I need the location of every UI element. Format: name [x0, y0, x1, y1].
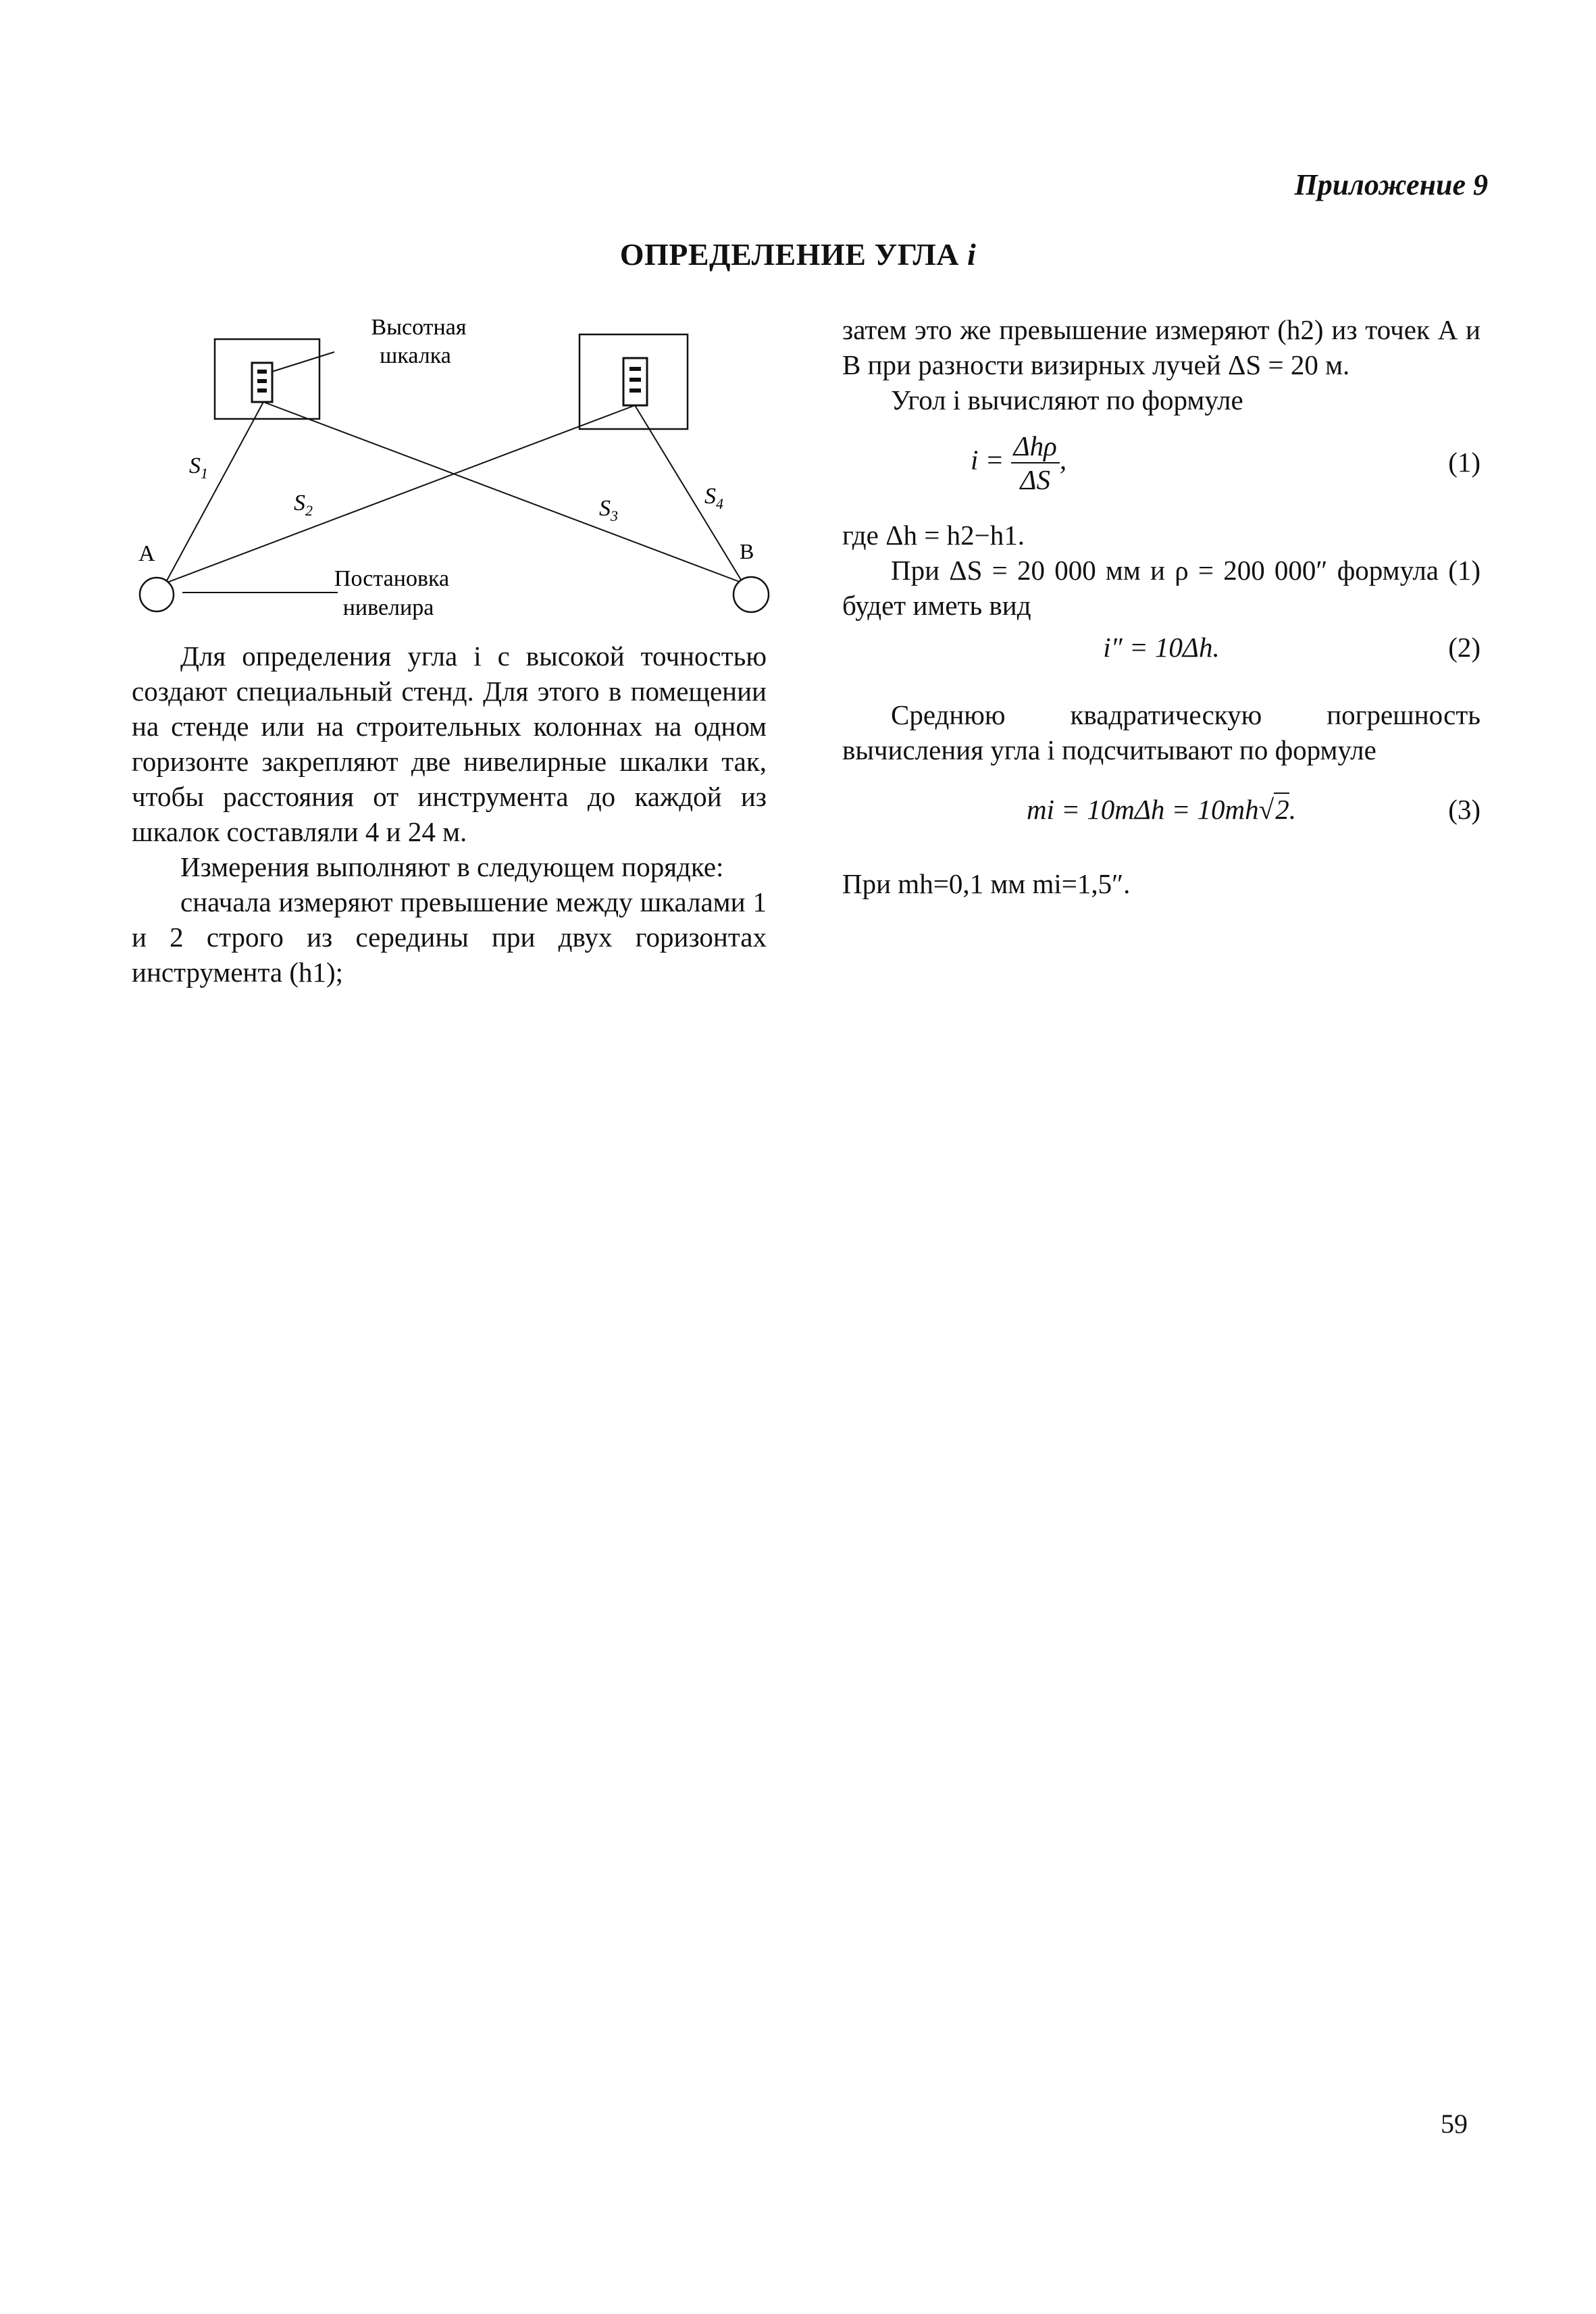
appendix-label: Приложение 9 — [1294, 168, 1488, 201]
formula-1-denominator: ΔS — [1020, 464, 1050, 495]
title-var: i — [967, 237, 977, 272]
scale-label-1: Высотная — [371, 315, 467, 340]
formula-2 — [842, 630, 1481, 670]
right-column — [842, 312, 1481, 901]
page-number: 59 — [1441, 2109, 1468, 2139]
s4-label: $S_4$ — [704, 484, 723, 512]
formula-1 — [842, 424, 1481, 504]
formula-2-number: (2) — [1448, 632, 1481, 663]
formula-3-end: . — [1289, 794, 1296, 825]
left-scale-box — [215, 339, 319, 419]
page-title — [0, 236, 1596, 272]
formula-2-text: i″ = 10Δh. — [1103, 632, 1220, 663]
right-paragraph-2: Угол i вычисляют по формуле — [891, 384, 1243, 416]
station-a — [140, 578, 174, 611]
right-paragraph-1: затем это же превышение измеряют (h2) из точек А и В при разности визирных лучей ΔS = 20 м. — [842, 314, 1481, 380]
station-label-1: Постановка — [334, 566, 450, 591]
formula-3 — [842, 792, 1481, 832]
s1-label: $S_1$ — [189, 453, 208, 482]
point-a-label: А — [138, 541, 155, 566]
left-column — [132, 638, 767, 990]
formula-3-sqrt: 2 — [1275, 794, 1289, 825]
formula-3-number: (3) — [1448, 794, 1481, 825]
formula-1-number: (1) — [1448, 447, 1481, 478]
formula-3-expression: mi = 10mΔh = 10mh√2. — [1027, 794, 1296, 825]
s3-label: $S_3$ — [599, 496, 618, 524]
station-b — [733, 577, 769, 612]
formula-1-numerator: Δhρ — [1011, 430, 1060, 463]
right-paragraph-6: При mh=0,1 мм mi=1,5″. — [842, 868, 1131, 899]
formula-3-text: mi = 10mΔh = 10mh — [1027, 794, 1259, 825]
s2-label: $S_2$ — [294, 491, 313, 519]
title-text: ОПРЕДЕЛЕНИЕ УГЛА — [619, 237, 960, 272]
formula-1-fraction — [1011, 430, 1060, 496]
left-paragraph-3: сначала измеряют превышение между шкалами 1 и 2 строго из середины при двух горизонтах инструмента (h1); — [132, 886, 767, 988]
station-label-2: нивелира — [342, 595, 434, 620]
left-paragraph-2: Измерения выполняют в следующем порядке: — [180, 851, 724, 882]
right-paragraph-3: где Δh = h2−h1. — [842, 520, 1025, 551]
scale-label-2: шкалка — [380, 343, 451, 368]
right-paragraph-5: Среднюю квадратическую погрешность вычисления угла i подсчитывают по формуле — [842, 699, 1481, 765]
left-paragraph-1: Для определения угла i с высокой точностью создают специальный стенд. Для этого в помещении на стенде или на строительных колоннах на одном горизонте закрепляют две нивелирные шкалки так, чтобы расстояния от инструмента до каждой из шкалок составляли 4 и 24 м. — [132, 640, 767, 847]
angle-diagram — [132, 307, 780, 625]
right-paragraph-4: При ΔS = 20 000 мм и ρ = 200 000″ формула (1) будет иметь вид — [842, 555, 1481, 621]
formula-1-lhs: i = — [971, 444, 1004, 476]
formula-1-tail: , — [1059, 444, 1067, 476]
point-b-label: В — [740, 539, 754, 563]
